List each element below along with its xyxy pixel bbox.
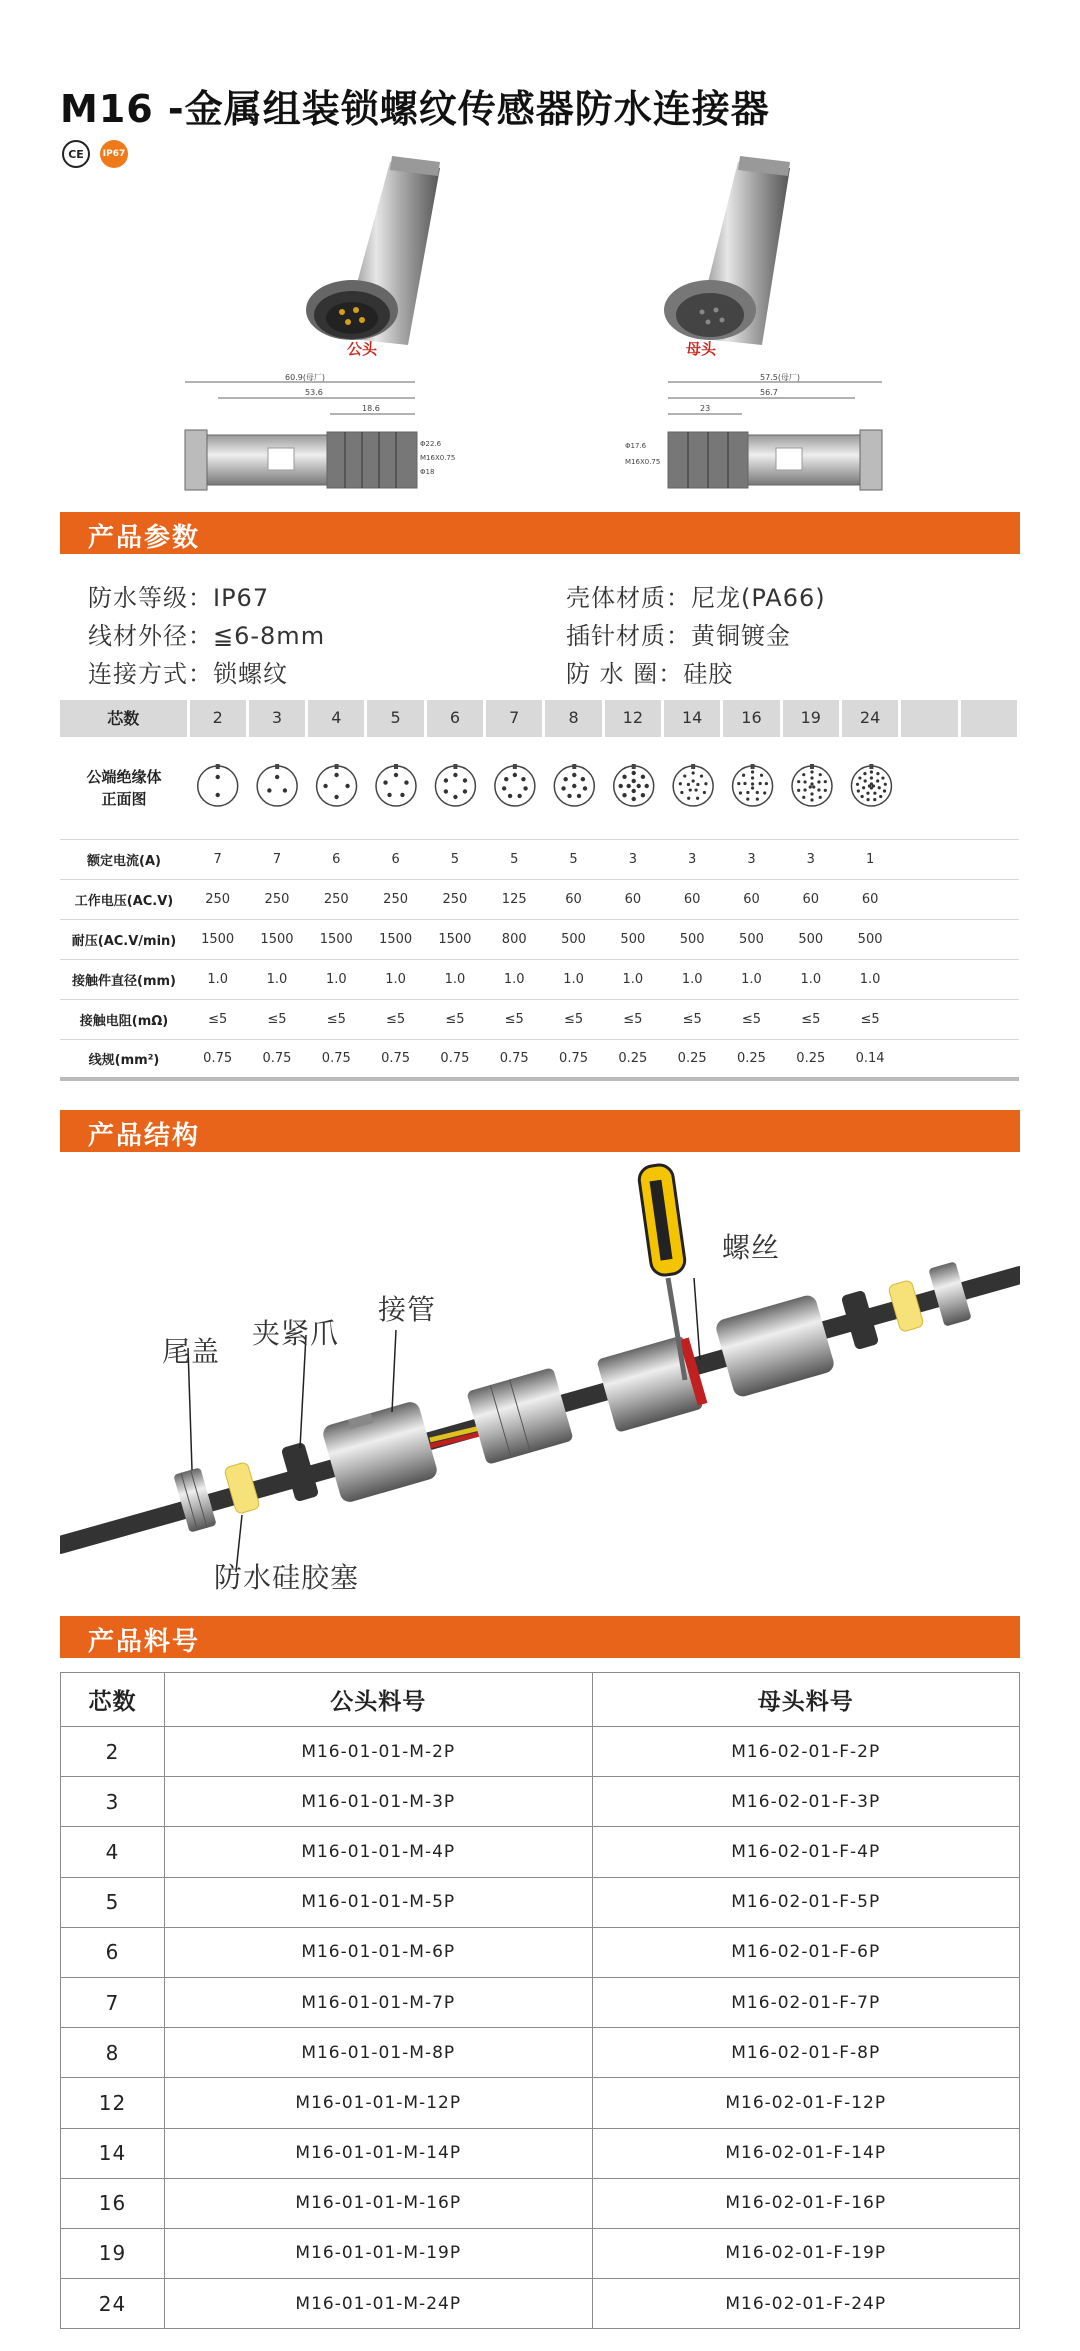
order-header-row [61, 1673, 1020, 1727]
param-cell: 0.14 [840, 1039, 899, 1079]
male-part-number: M16-01-01-M-6P [165, 1927, 593, 1977]
param-cell: 3 [603, 839, 662, 879]
pin-layout-icon [317, 764, 357, 806]
label-screw: 螺丝 [722, 1231, 781, 1264]
param-cell: 1500 [247, 919, 306, 959]
male-dim-body: 18.6 [362, 404, 380, 413]
female-dim-total: 57.5(母厂) [760, 373, 801, 382]
param-cell: 0.25 [781, 1039, 840, 1079]
param-header-label: 芯数 [60, 700, 188, 736]
pin-layout-icon [376, 764, 416, 806]
param-cell: ≤5 [307, 999, 366, 1039]
male-part-number: M16-01-01-M-2P [165, 1727, 593, 1777]
param-cell: 3 [722, 839, 781, 879]
pin-row-label: 公端绝缘体 正面图 [60, 736, 188, 839]
param-cell: 1.0 [840, 959, 899, 999]
pin-layout-icon [495, 764, 535, 806]
param-cell: 1.0 [247, 959, 306, 999]
param-cell: 1.0 [781, 959, 840, 999]
param-cell: 500 [840, 919, 899, 959]
male-dim-d3: Φ18 [420, 468, 435, 476]
pin-layout-icon [733, 764, 773, 806]
female-part-number: M16-02-01-F-3P [592, 1777, 1020, 1827]
param-cell: ≤5 [840, 999, 899, 1039]
female-part-number: M16-02-01-F-12P [592, 2078, 1020, 2128]
param-row-label: 线规(mm²) [60, 1039, 188, 1079]
order-cores: 2 [61, 1727, 165, 1777]
param-row-label: 接触电阻(mΩ) [60, 999, 188, 1039]
male-dim-mid: 53.6 [305, 388, 323, 397]
param-cell: 60 [781, 879, 840, 919]
pin-layout-icon [614, 764, 654, 806]
structure-banner [60, 1110, 1020, 1152]
core-count: 14 [663, 700, 722, 736]
params-banner-title: 产品参数 [88, 523, 201, 553]
order-cores: 3 [61, 1777, 165, 1827]
male-part-number: M16-01-01-M-12P [165, 2078, 593, 2128]
param-cell: 1500 [425, 919, 484, 959]
param-row [60, 919, 1019, 959]
param-cell [959, 879, 1018, 919]
spec-pin-material: 插针材质：黄铜镀金 [566, 622, 791, 650]
param-cell [900, 919, 959, 959]
male-label: 公头 [347, 340, 378, 358]
order-cores: 5 [61, 1877, 165, 1927]
female-part-number: M16-02-01-F-16P [592, 2178, 1020, 2228]
param-cell [959, 839, 1018, 879]
order-cores: 12 [61, 2078, 165, 2128]
param-cell: ≤5 [544, 999, 603, 1039]
param-row-label: 接触件直径(mm) [60, 959, 188, 999]
param-cell [900, 959, 959, 999]
param-cell: 0.25 [722, 1039, 781, 1079]
param-cell: 5 [485, 839, 544, 879]
spec-waterproof: 防水等级：IP67 [88, 584, 270, 612]
param-cell: 60 [544, 879, 603, 919]
param-cell [900, 879, 959, 919]
param-cell [900, 999, 959, 1039]
param-cell: 0.25 [603, 1039, 662, 1079]
male-dim-d2: M16X0.75 [420, 454, 456, 462]
param-cell: 1500 [366, 919, 425, 959]
label-seal: 防水硅胶塞 [214, 1561, 360, 1594]
order-row [61, 2228, 1020, 2278]
core-count: 24 [840, 700, 899, 736]
order-row [61, 1727, 1020, 1777]
product-images [0, 150, 1080, 510]
param-cell: 1500 [188, 919, 247, 959]
core-count: 16 [722, 700, 781, 736]
pin-layout-icon [257, 764, 297, 806]
param-cell: 1.0 [544, 959, 603, 999]
param-cell [959, 919, 1018, 959]
order-cores: 7 [61, 1977, 165, 2027]
order-row [61, 2128, 1020, 2178]
param-cell: 0.75 [366, 1039, 425, 1079]
param-cell: 250 [366, 879, 425, 919]
param-cell: ≤5 [366, 999, 425, 1039]
order-cores: 14 [61, 2128, 165, 2178]
header-cores: 芯数 [61, 1673, 165, 1727]
param-cell: ≤5 [425, 999, 484, 1039]
param-cell: 500 [603, 919, 662, 959]
male-part-number: M16-01-01-M-24P [165, 2279, 593, 2329]
pin-layouts [188, 736, 1019, 839]
order-row [61, 2078, 1020, 2128]
order-row [61, 2028, 1020, 2078]
core-count: 8 [544, 700, 603, 736]
female-label: 母头 [686, 340, 717, 358]
param-cell: 0.75 [544, 1039, 603, 1079]
core-count: 12 [603, 700, 662, 736]
core-count [959, 700, 1018, 736]
pin-layout-icon [435, 764, 475, 806]
female-part-number: M16-02-01-F-8P [592, 2028, 1020, 2078]
male-part-number: M16-01-01-M-5P [165, 1877, 593, 1927]
female-part-number: M16-02-01-F-4P [592, 1827, 1020, 1877]
male-part-number: M16-01-01-M-3P [165, 1777, 593, 1827]
order-cores: 4 [61, 1827, 165, 1877]
order-cores: 6 [61, 1927, 165, 1977]
order-table [60, 1672, 1020, 2329]
order-row [61, 1877, 1020, 1927]
param-cell [959, 959, 1018, 999]
param-cell: ≤5 [663, 999, 722, 1039]
order-cores: 16 [61, 2178, 165, 2228]
exploded-diagram [60, 1160, 1020, 1610]
param-cell: 7 [188, 839, 247, 879]
param-cell: 0.25 [663, 1039, 722, 1079]
structure-banner-title: 产品结构 [88, 1121, 201, 1151]
param-cell: 5 [544, 839, 603, 879]
male-part-number: M16-01-01-M-8P [165, 2028, 593, 2078]
order-row [61, 2178, 1020, 2228]
female-part-number: M16-02-01-F-6P [592, 1927, 1020, 1977]
order-row [61, 1827, 1020, 1877]
param-cell: 125 [485, 879, 544, 919]
header-male-part: 公头料号 [165, 1673, 593, 1727]
param-cell [959, 999, 1018, 1039]
param-cell: 0.75 [485, 1039, 544, 1079]
param-cell: 800 [485, 919, 544, 959]
ip67-badge-icon: IP67 [100, 140, 128, 168]
core-count: 5 [366, 700, 425, 736]
male-connector-photo [306, 156, 440, 345]
order-row [61, 2279, 1020, 2329]
param-row [60, 839, 1019, 879]
pin-layout-icon [198, 764, 238, 806]
param-cell: 1.0 [722, 959, 781, 999]
core-count: 4 [307, 700, 366, 736]
param-cell: 7 [247, 839, 306, 879]
param-cell: 1.0 [307, 959, 366, 999]
female-part-number: M16-02-01-F-5P [592, 1877, 1020, 1927]
header-female-part: 母头料号 [592, 1673, 1020, 1727]
param-cell: 500 [663, 919, 722, 959]
label-clamp: 夹紧爪 [252, 1317, 340, 1350]
female-dim-d1: Φ17.6 [625, 442, 647, 450]
param-cell: 6 [366, 839, 425, 879]
pin-layout-row [60, 736, 1019, 839]
pin-layout-icon [792, 764, 832, 806]
param-cell: 250 [425, 879, 484, 919]
connector-illustrations [0, 150, 1080, 510]
param-cell [900, 1039, 959, 1079]
param-cell: 3 [663, 839, 722, 879]
spec-connection: 连接方式：锁螺纹 [88, 660, 288, 688]
param-cell: 60 [663, 879, 722, 919]
param-cell: 6 [307, 839, 366, 879]
female-part-number: M16-02-01-F-24P [592, 2279, 1020, 2329]
pin-layout-icon [851, 764, 891, 806]
param-cell: 1.0 [366, 959, 425, 999]
param-cell: 1.0 [663, 959, 722, 999]
male-dimension-drawing [185, 382, 417, 490]
male-dim-d1: Φ22.6 [420, 440, 442, 448]
param-cell: 60 [840, 879, 899, 919]
order-row [61, 1977, 1020, 2027]
param-cell: ≤5 [603, 999, 662, 1039]
param-cell: 1500 [307, 919, 366, 959]
param-cell: 0.75 [307, 1039, 366, 1079]
param-cell: ≤5 [485, 999, 544, 1039]
male-part-number: M16-01-01-M-7P [165, 1977, 593, 2027]
spec-seal: 防 水 圈：硅胶 [566, 660, 734, 688]
param-cell: ≤5 [188, 999, 247, 1039]
female-dim-mid: 56.7 [760, 388, 778, 397]
param-cell: 3 [781, 839, 840, 879]
param-cell: 1.0 [603, 959, 662, 999]
exploded-view-illustration [60, 1160, 1020, 1610]
param-cell: 5 [425, 839, 484, 879]
pin-layout-icons [188, 737, 1020, 835]
spec-cable-diameter: 线材外径：≦6-8mm [88, 622, 326, 650]
param-cell: 250 [247, 879, 306, 919]
param-cell: 500 [544, 919, 603, 959]
param-row [60, 1039, 1019, 1079]
param-cell: 0.75 [188, 1039, 247, 1079]
order-banner [60, 1616, 1020, 1658]
param-cell: 250 [307, 879, 366, 919]
order-banner-title: 产品料号 [88, 1627, 201, 1657]
param-cell: ≤5 [722, 999, 781, 1039]
order-row [61, 1777, 1020, 1827]
male-part-number: M16-01-01-M-4P [165, 1827, 593, 1877]
female-part-number: M16-02-01-F-7P [592, 1977, 1020, 2027]
param-cell: ≤5 [247, 999, 306, 1039]
param-cell: 1 [840, 839, 899, 879]
female-part-number: M16-02-01-F-19P [592, 2228, 1020, 2278]
female-dim-body: 23 [700, 404, 711, 413]
core-count: 7 [485, 700, 544, 736]
core-count: 19 [781, 700, 840, 736]
param-cell: 0.75 [247, 1039, 306, 1079]
param-row-label: 额定电流(A) [60, 839, 188, 879]
female-part-number: M16-02-01-F-14P [592, 2128, 1020, 2178]
pin-layout-icon [673, 764, 713, 806]
spec-housing: 壳体材质：尼龙(PA66) [566, 584, 826, 612]
param-cell: 60 [722, 879, 781, 919]
param-cell [900, 839, 959, 879]
param-row-label: 工作电压(AC.V) [60, 879, 188, 919]
order-cores: 24 [61, 2279, 165, 2329]
male-part-number: M16-01-01-M-19P [165, 2228, 593, 2278]
ce-mark-icon: CE [62, 140, 90, 168]
core-count: 2 [188, 700, 247, 736]
param-header-row [60, 700, 1019, 736]
core-count [900, 700, 959, 736]
order-cores: 8 [61, 2028, 165, 2078]
female-part-number: M16-02-01-F-2P [592, 1727, 1020, 1777]
page-title: M16 -金属组装锁螺纹传感器防水连接器 [60, 87, 770, 131]
params-banner [60, 512, 1020, 554]
param-cell: 1.0 [425, 959, 484, 999]
label-tail-cap: 尾盖 [162, 1335, 221, 1368]
param-cell: 1.0 [188, 959, 247, 999]
label-pipe: 接管 [378, 1293, 437, 1326]
param-cell: 1.0 [485, 959, 544, 999]
male-dim-total: 60.9(母厂) [285, 373, 326, 382]
param-cell: 250 [188, 879, 247, 919]
female-dim-d2: M16X0.75 [625, 458, 661, 466]
core-count: 6 [425, 700, 484, 736]
male-part-number: M16-01-01-M-16P [165, 2178, 593, 2228]
order-row [61, 1927, 1020, 1977]
param-cell: 500 [781, 919, 840, 959]
param-table [60, 700, 1020, 1081]
param-cell: ≤5 [781, 999, 840, 1039]
pin-layout-icon [554, 764, 594, 806]
param-cell [959, 1039, 1018, 1079]
param-cell: 0.75 [425, 1039, 484, 1079]
param-row [60, 959, 1019, 999]
param-cell: 500 [722, 919, 781, 959]
order-cores: 19 [61, 2228, 165, 2278]
core-count: 3 [247, 700, 306, 736]
param-row [60, 879, 1019, 919]
param-row-label: 耐压(AC.V/min) [60, 919, 188, 959]
female-dimension-drawing [668, 382, 882, 490]
param-cell: 60 [603, 879, 662, 919]
male-part-number: M16-01-01-M-14P [165, 2128, 593, 2178]
param-row [60, 999, 1019, 1039]
female-connector-photo [664, 156, 790, 345]
